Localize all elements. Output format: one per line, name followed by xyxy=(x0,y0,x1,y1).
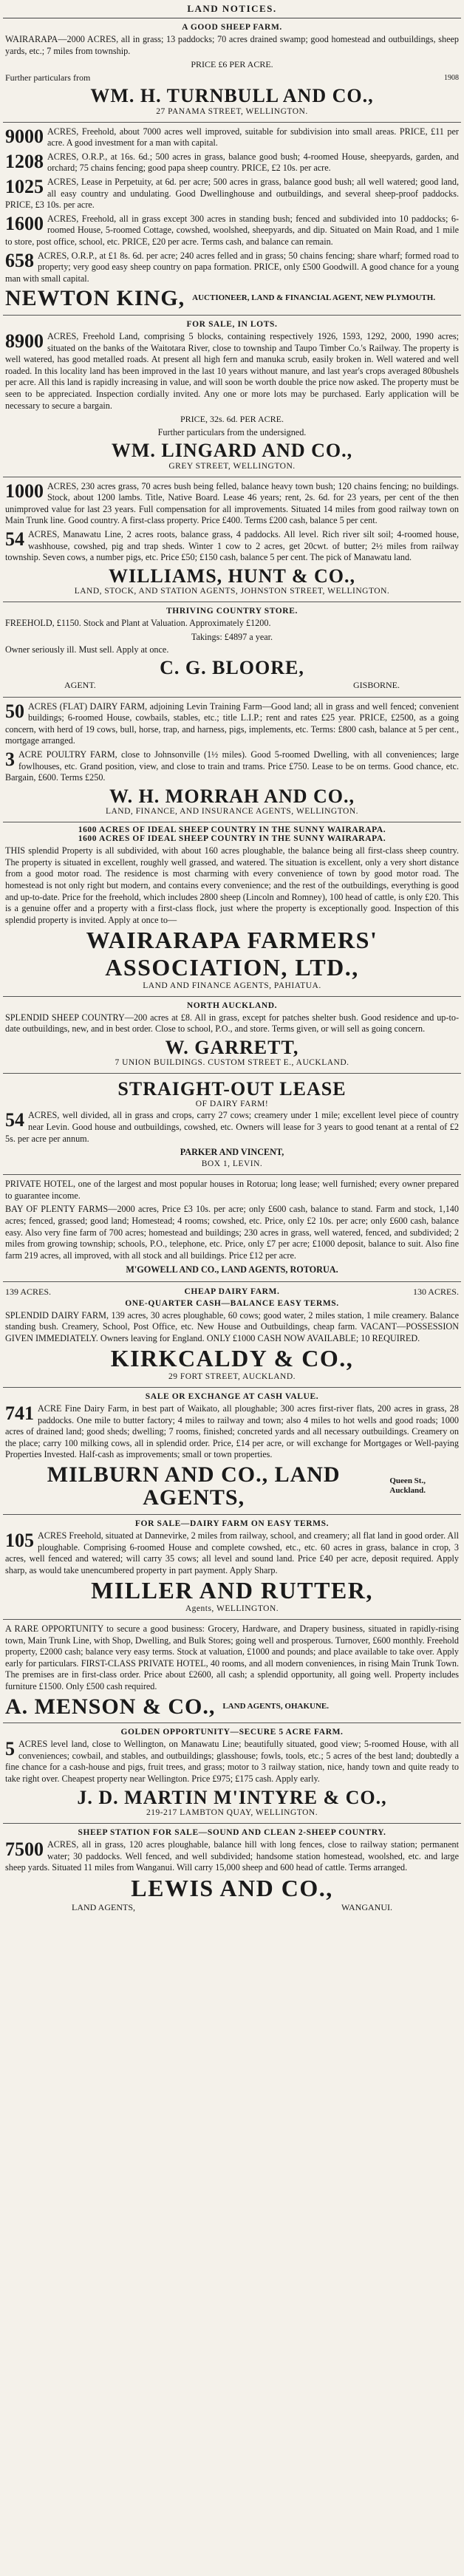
ad-body: PRIVATE HOTEL, one of the largest and most popular houses in Rotorua; long lease; well furnished; every owner prepared to guarantee income. xyxy=(5,1179,459,1201)
ad-heading: SALE OR EXCHANGE AT CASH VALUE. xyxy=(145,1391,319,1401)
agent-name: M'GOWELL AND CO., LAND AGENTS, ROTORUA. xyxy=(126,1264,338,1275)
agent-name: C. G. BLOORE, xyxy=(160,657,304,679)
agent-name: WM. LINGARD AND CO., xyxy=(111,440,353,462)
listing: 54 ACRES, Manawatu Line, 2 acres roots, balance grass, 4 paddocks. All level. Rich river silt soil; 4-roomed house, washhouse, cowshed, pig and trap sheds. Winter 1 cow to 2 acres, get 20cwt. of butter; 2½ miles from railway township. Seven cows, a number pigs, etc. Price £50; £150 cash, balance 5 per cent. The pick of Manawatu land. xyxy=(5,528,459,563)
agent-address: LAND, FINANCE, AND INSURANCE AGENTS, WELLINGTON. xyxy=(105,807,359,817)
listing: 1000 ACRES, 230 acres grass, 70 acres bush being felled, balance heavy town bush; 120 chains fencing; no buildings. Stock, about 1200 lambs. Title, Native Board. Lease 46 years; rent, 2s. 6d. for 23 years, per cent of the then unimproved value for last 23 years. Full compensation for all improvements. Situated 14 miles from good railway town on Main Trunk line. Good country. A first-class property. Price £400. Terms £200 cash, balance 5 per cent. xyxy=(5,480,459,526)
ad-body: SPLENDID DAIRY FARM, 139 acres, 30 acres ploughable, 60 cows; good water, 2 miles station, 1 mile creamery. Balance standing bush. Creamery, School, Post Office, etc. New House and Outbuildings, cheap farm. VACANT—POSSESSION GIVEN IMMEDIATELY. Owners leaving for England. ONLY £1000 CASH NOW AVAILABLE; 10 REQUIRED. xyxy=(5,1309,459,1343)
listing: 54 ACRES, well divided, all in grass and crops, carry 27 cows; creamery under 1 mile; excellent level piece of country near Levin. Good house and outbuildings, cowshed, etc. Owners will lease for 3 years to good tenant at a rental of £2 5s. per acre per annum. xyxy=(5,1109,459,1144)
agent-address: 219-217 LAMBTON QUAY, WELLINGTON. xyxy=(146,1807,318,1817)
listing: 3 ACRE POULTRY FARM, close to Johnsonville (1½ miles). Good 5-roomed Dwelling, with all conveniences; large fowlhouses, etc. Grand position, view, and close to train and trams. Price £750. Lease to be on terms. Good chance, etc. Bargain, £600. Terms £250. xyxy=(5,749,459,783)
agent-address: 29 FORT STREET, AUCKLAND. xyxy=(168,1372,296,1381)
ad-lingard xyxy=(3,316,461,477)
agent-name: WM. H. TURNBULL AND CO., xyxy=(90,85,374,107)
listing: 8900 ACRES, Freehold Land, comprising 5 blocks, containing respectively 1926, 1593, 1292, 2000, 1990 acres; situated on the banks of the Waitotara River, close to township and Taupo Timber Co.'s Railway. The property is well watered, has good metalled roads. At present all high fern and manuka scrub, easily broken in. Well watered and well roaded. In this locality land has been improved in the last 10 years without manure, and last year's crops averaged 80bushels per acre. All this land is rapidly increasing in value, and will soon be worth double the price now asked. The property must be seen to be appreciated. Inspection cordially invited. Any one or more lots may be purchased. Early application will be necessary to secure a bargain. xyxy=(5,330,459,411)
ad-heading: A GOOD SHEEP FARM. xyxy=(182,23,282,32)
agent-address: BOX 1, LEVIN. xyxy=(201,1159,263,1169)
agent-name: PARKER AND VINCENT, xyxy=(180,1147,284,1158)
ad-price: PRICE, 32s. 6d. PER ACRE. xyxy=(180,414,284,425)
ad-williams-hunt xyxy=(3,477,461,603)
agent-name: WILLIAMS, HUNT & CO., xyxy=(108,565,355,587)
ad-parker-vincent xyxy=(3,1074,461,1175)
agent-address: Agents, WELLINGTON. xyxy=(185,1604,279,1613)
ad-milburn xyxy=(3,1388,461,1515)
listing: 1600 ACRES, Freehold, all in grass except 300 acres in standing bush; fenced and subdivided into 10 paddocks; 6-roomed House, 5-roomed Cottage, cowshed, woolshed, sheepyards, and dip. Situated on Main Road, and 1 mile to store, post office, school, etc. PRICE, £20 per acre. Terms cash, and balance can remain. xyxy=(5,212,459,247)
ad-heading: 1600 ACRES OF IDEAL SHEEP COUNTRY IN THE SUNNY WAIRARAPA. xyxy=(78,834,386,844)
further-particulars: Further particulars from xyxy=(5,72,91,84)
agent-name: MILBURN AND CO., LAND AGENTS, xyxy=(47,1462,341,1510)
ad-heading: 1600 ACRES OF IDEAL SHEEP COUNTRY IN THE SUNNY WAIRARAPA. xyxy=(78,825,386,835)
ad-body: THIS splendid Property is all subdivided, with about 160 acres ploughable, the balance being all first-class sheep country. The property is situated in excellent, roughly well grassed, and watered. The situation is excellent, only a very short distance from a good motor road. The residence is most charming with every convenience of town by good motor road. The homestead is not only right but modern, and contains every convenience; and the rest of the outbuildings, everything is good and up-to-date. Price for the freehold, which includes 2800 sheep (Lincoln and Romney), 100 head of cattle, is only £20. This is a genuine offer and a property with a first-class flock, just where the property is exceptionally good. Inspection of this splendid property is invited. Apply at once to— xyxy=(5,845,459,925)
listing: 9000 ACRES, Freehold, about 7000 acres well improved, suitable for subdivision into small areas. PRICE, £11 per acre. A good investment for a man with capital. xyxy=(5,125,459,149)
ad-kirkcaldy xyxy=(3,1282,461,1388)
agent-address: LAND, STOCK, AND STATION AGENTS, JOHNSTON STREET, WELLINGTON. xyxy=(74,587,390,596)
ad-ref: 1908 xyxy=(444,74,459,83)
ad-body: A RARE OPPORTUNITY to secure a good business: Grocery, Hardware, and Drapery business, situated in rapidly-rising town, Main Trunk Line, with Shop, Dwelling, and Bulk Stores; going well and prosperous. Turnover, £600 monthly. Freehold property, £2000 cash; balance very easy terms. Stock at valuation, £1000 and pounds; and place available to take over. Apply early for particulars. FIRST-CLASS PRIVATE HOTEL, 40 rooms, and all modern conveniences, in rising Main Trunk Town. The premises are in first-class order. Price about £2600, all cash; a splendid opportunity, all going well. Property includes furniture £1500. Only £500 cash required. xyxy=(5,1623,459,1692)
ad-body: WAIRARAPA—2000 ACRES, all in grass; 13 paddocks; 70 acres drained swamp; good homestead and outbuildings, sheep yards, etc.; 7 miles from township. xyxy=(5,34,459,56)
ad-body: BAY OF PLENTY FARMS—2000 acres, Price £3 10s. per acre; only £600 cash, balance to stand. Farm and stock, 1,140 acres; fenced, grassed; good land; Homestead; 4 rooms; cowshed, etc. Price, only £2 10s. per acre; only £600 cash, balance easy. Also very fine farm of 700 acres; homestead and buildings; 230 acres in grass, well watered, fenced, and subdivided; 2 miles from growing township; schools, P.O., telephone, etc. Price, only £7 per acre; £1000 deposit, balance to suit. Also fine farm 219 acres, all improved, with all stock and all buildings. Price £12 per acre. xyxy=(5,1204,459,1261)
further-particulars: Further particulars from the undersigned. xyxy=(157,427,307,438)
ad-left: 139 ACRES. xyxy=(5,1286,52,1297)
ad-bloore xyxy=(3,602,461,698)
ad-heading: GOLDEN OPPORTUNITY—SECURE 5 ACRE FARM. xyxy=(120,1728,344,1737)
agent-description: LAND AGENTS, OHAKUNE. xyxy=(222,1701,329,1711)
agent-name: KIRKCALDY & CO., xyxy=(110,1345,354,1372)
ad-subheading: ONE-QUARTER CASH—BALANCE EASY TERMS. xyxy=(125,1298,339,1308)
ad-heading: CHEAP DAIRY FARM. xyxy=(184,1287,280,1296)
ad-line: FREEHOLD, £1150. Stock and Plant at Valuation. Approximately £1200. xyxy=(5,618,271,629)
agent-place: GISBORNE. xyxy=(352,679,400,690)
agent-address: 7 UNION BUILDINGS. CUSTOM STREET E., AUCKLAND. xyxy=(115,1058,349,1068)
ad-garrett xyxy=(3,997,461,1074)
ad-line: Owner seriously ill. Must sell. Apply at once. xyxy=(5,644,169,655)
listing: 1025 ACRES, Lease in Perpetuity, at 6d. per acre; 500 acres in grass, balance good bush; all well watered; good land, all easy country and undulating. Good Dwellinghouse and outbuildings, and several sheep-proof paddocks. PRICE, £3 10s. per acre. xyxy=(5,175,459,211)
listing: 658 ACRES, O.R.P., at £1 8s. 6d. per acre; 240 acres felled and in grass; 50 chains fencing; share wharf; formed road to property; very good easy sheep country on papa formation. PRICE, only £500 Goodwill. A good chance for a young man with small capital. xyxy=(5,249,459,284)
agent-name: LEWIS AND CO., xyxy=(131,1874,333,1901)
ad-mgowell xyxy=(3,1175,461,1281)
ad-heading: FOR SALE, IN LOTS. xyxy=(186,319,278,329)
ad-menson xyxy=(3,1620,461,1723)
ad-heading: NORTH AUCKLAND. xyxy=(186,1001,278,1010)
agent-name: WAIRARAPA FARMERS' xyxy=(86,927,378,954)
agent-place: WANGANUI. xyxy=(341,1902,392,1913)
land-notices-page xyxy=(3,0,461,1919)
ad-right: 130 ACRES. xyxy=(412,1286,459,1297)
ad-lewis xyxy=(3,1824,461,1919)
ad-title: STRAIGHT-OUT LEASE xyxy=(117,1078,347,1100)
agent-name: J. D. MARTIN M'INTYRE & CO., xyxy=(77,1786,387,1808)
ad-heading: THRIVING COUNTRY STORE. xyxy=(166,607,298,616)
ad-heading: FOR SALE—DAIRY FARM ON EASY TERMS. xyxy=(134,1519,330,1528)
listing: 1208 ACRES, O.R.P., at 16s. 6d.; 500 acres in grass, balance good bush; 4-roomed House, sheepyards, garden, and orchard; 75 chains fencing; good papa sheep country. PRICE, £2 10s. per acre. xyxy=(5,150,459,174)
agent-address: LAND AND FINANCE AGENTS, PAHIATUA. xyxy=(143,981,321,990)
agent-description: AUCTIONEER, LAND & FINANCIAL AGENT, NEW PLYMOUTH. xyxy=(192,293,436,303)
ad-price: PRICE £6 PER ACRE. xyxy=(191,59,273,70)
ad-takings: Takings: £4897 a year. xyxy=(191,631,273,642)
agent-name: MILLER AND RUTTER, xyxy=(91,1577,373,1604)
agent-name: A. MENSON & CO., xyxy=(5,1694,216,1719)
agent-name: W. GARRETT, xyxy=(165,1036,299,1058)
ad-body: SPLENDID SHEEP COUNTRY—200 acres at £8. All in grass, except for patches shelter bush. Good residence and up-to-date outbuildings, new, and in best order. Close to school, P.O., and store. Terms given, or will sell as going concern. xyxy=(5,1012,459,1035)
listing: 105 ACRES Freehold, situated at Dannevirke, 2 miles from railway, school, and creamery; all flat land in good order. All ploughable. Comprising 6-roomed House and complete cowshed, etc., etc. 60 acres in grass, balance in crop, 3 acres, well fenced and watered; will carry 35 cows; all level and sound land. Price £40 per acre, deposit required. Apply sharp, as would take unencumbered property in part payment. Apply Sharp. xyxy=(5,1529,459,1575)
ad-wairarapa-farmers xyxy=(3,822,461,996)
agent-role: AGENT. xyxy=(64,679,96,690)
listing: 7500 ACRES, all in grass, 120 acres ploughable, balance hill with long fences, close to railway station; permanent water; 30 paddocks. Well fenced, and well subdivided; handsome station homestead, woolshed, etc. and large sheep yards. Situated 11 miles from Wanganui. Will carry 15,000 sheep and 600 head of cattle. Terms arranged. xyxy=(5,1838,459,1873)
agent-address: Queen St., Auckland. xyxy=(389,1476,426,1496)
agent-name: NEWTON KING, xyxy=(5,286,185,311)
ad-miller-rutter xyxy=(3,1515,461,1620)
ad-subtitle: OF DAIRY FARM! xyxy=(195,1100,269,1109)
listing: 741 ACRE Fine Dairy Farm, in best part of Waikato, all ploughable; 300 acres first-river flats, 200 acres in grass, 28 paddocks. One mile to butter factory; 4 miles to railway and town; also 4 miles to hot wells and good roads; 1000 acres of drained land; good sheds; dwelling; 7 rooms, finished; concreted yards and all necessary outbuildings. Creamery on the place; carry 100 milking cows, all in splendid order. Price, £14 per acre, or will exchange for Mortgages or Well-paying Properties Invested. Half-cash as improvements; small or town properties. xyxy=(5,1402,459,1460)
ad-morrah xyxy=(3,698,461,823)
agent-address: GREY STREET, WELLINGTON. xyxy=(168,461,296,471)
ad-turnbull xyxy=(3,18,461,123)
agent-role: LAND AGENTS, xyxy=(72,1902,135,1913)
masthead: LAND NOTICES. xyxy=(3,1,461,18)
ad-martin-mintyre xyxy=(3,1723,461,1824)
agent-name: W. H. MORRAH AND CO., xyxy=(109,785,355,807)
listing: 50 ACRES (FLAT) DAIRY FARM, adjoining Levin Training Farm—Good land; all in grass and well fenced; convenient buildings; 6-roomed House, cowbails, stables, etc.; title L.I.P.; rent and rates £25 year. PRICE, £2500, as a going concern, with herd of 19 cows, bull, horse, trap, and harness, pigs, implements, etc. Terms: £800 cash, balance at 5 per cent., mortgage arranged. xyxy=(5,700,459,746)
agent-name: ASSOCIATION, LTD., xyxy=(105,954,359,981)
agent-address: 27 PANAMA STREET, WELLINGTON. xyxy=(156,106,308,116)
ad-newton-king xyxy=(3,123,461,316)
ad-heading: SHEEP STATION FOR SALE—SOUND AND CLEAN 2-SHEEP COUNTRY. xyxy=(78,1827,386,1837)
listing: 5 ACRES level land, close to Wellington, on Manawatu Line; beautifully situated, good view; 5-roomed House, with all conveniences; cowbail, and stables, and outbuildings; glasshouse; fowls, tools, etc.; 5 acres of the best land; doubtedly a fine chance for a cash-house and pigs, fruit trees, and grass; motor to 3 railway station, nice, handy town and quite ready to take right over. Cheapest property near Wellington. Price £975; £175 cash. Apply early. xyxy=(5,1738,459,1784)
